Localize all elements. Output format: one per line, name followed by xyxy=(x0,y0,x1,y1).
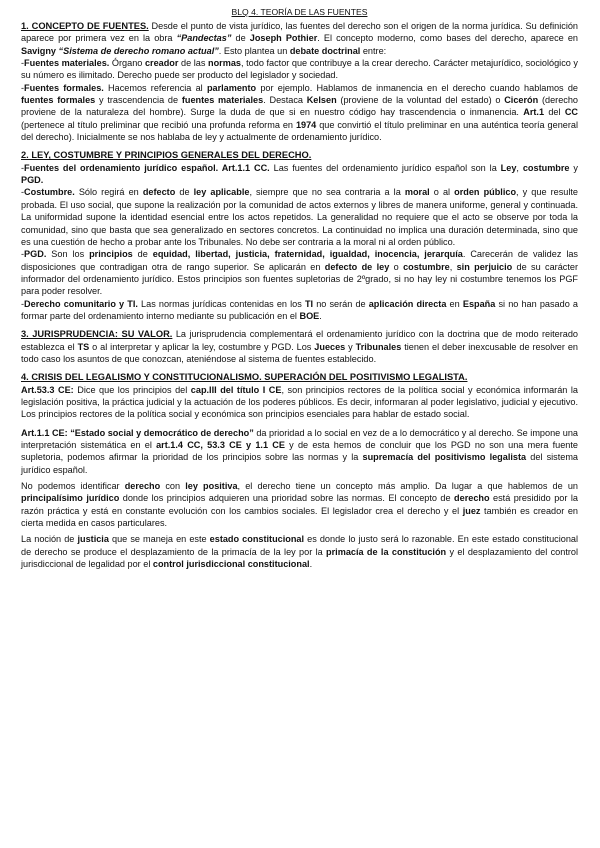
text-run: - xyxy=(21,298,25,309)
text-run: , son principios rectores de la política social y económica informarán la legislación positiva, la práctica judicial y la actuación de los poderes públicos. Es decir, informaran al poder legislativo, judicial y ejecutivo. Los principios rectores de la política social y económica son principios esenciales para hablar de estado social. xyxy=(21,384,578,420)
text-run: Fuentes materiales. xyxy=(24,58,110,69)
text-run: Derecho comunitario y TI. xyxy=(24,298,138,309)
text-run: costumbre xyxy=(522,162,570,173)
text-run: Cicerón xyxy=(504,95,539,106)
text-run: da prioridad a lo social en vez de a lo democrático y al derecho. Se impone una interpretación sistemática en el xyxy=(21,427,578,450)
text-run: aplicación directa xyxy=(368,298,447,309)
text-run: fuentes formales xyxy=(21,95,96,106)
text-run: no serán de xyxy=(313,298,369,309)
text-run: . Esto plantea un xyxy=(218,45,290,56)
text-run: Art.1 xyxy=(523,107,545,118)
text-run: Las normas jurídicas contenidas en los xyxy=(137,298,305,309)
text-run: moral xyxy=(404,187,430,198)
text-run: del xyxy=(544,107,565,118)
text-run: costumbre xyxy=(403,261,450,272)
text-run: y de esta hemos de concluir que los PGD no son una mera fuente supletoria, podemos afirmar la prioridad de los principios sobre las normas y la xyxy=(21,440,578,463)
text-run: si no han pasado a formar parte del ordenamiento interno mediante su publicación en el xyxy=(21,298,578,321)
text-run: , y que resulte probada. El uso social, que supone la realización por la comunidad de actos externos y libres de manera uniforme, general y continuada. La uniformidad supone la identidad esencial entre los actos repetidos. La generalidad no requiere que el acto se observe por toda la comunidad, sino que basta que sea generalizado en sectores concretos. La continuidad no implica una duración determinada, sino que es una cuestión de hecho a probar ante los Tribunales. No debe ser contraria a la moral ni al orden público. xyxy=(21,187,578,247)
text-run: derecho xyxy=(124,481,161,492)
text-run: , el derecho tiene un concepto más amplio. Da lugar a que hablemos de un xyxy=(237,481,578,492)
text-run: (derecho proviene de la naturaleza del hombre). Surge la duda de que si en nuestro código hay trascendencia o inmanencia. xyxy=(21,95,578,118)
text-run: que convirtió el título preliminar en una auténtica teoría general del derecho). Inicialmente se nos hablaba de ley y actualmente de ordenamiento jurídico. xyxy=(21,119,578,143)
text-run: Art.1.1 CE: “Estado social y democrático de derecho” xyxy=(21,427,254,438)
text-run: justicia xyxy=(77,534,109,545)
text-run: Costumbre. xyxy=(24,187,75,198)
section-crisis-legalismo xyxy=(21,371,578,570)
text-run: defecto de ley xyxy=(324,261,390,272)
derecho-ley-positiva-paragraph xyxy=(21,480,578,529)
text-run: - xyxy=(21,82,25,93)
section-1-intro-paragraph xyxy=(21,20,578,57)
text-run: normas xyxy=(208,58,241,69)
text-run: , xyxy=(516,162,523,173)
fuentes-ordenamiento-paragraph xyxy=(21,162,578,187)
text-run: art.1.4 CC, 53.3 CE y 1.1 CE xyxy=(156,440,285,450)
text-run: cap.III del título I CE xyxy=(190,384,282,395)
text-run: - xyxy=(21,249,25,260)
text-run: también es creador en cierta medida en casos particulares. xyxy=(21,505,578,529)
text-run: estado constitucional xyxy=(209,534,305,545)
text-run: ley aplicable xyxy=(193,187,250,198)
text-run: España xyxy=(462,298,496,309)
text-run: , todo factor que contribuye a la crear derecho. Carácter metajurídico, sociológico y su número es ilimitado. Derecho puede ser producto del legislador y sociedad. xyxy=(21,58,578,81)
text-run: Las fuentes del ordenamiento jurídico español son la xyxy=(269,162,501,173)
section-1-heading: 1. CONCEPTO DE FUENTES. xyxy=(21,21,149,31)
text-run: PGD. xyxy=(21,175,44,186)
fuentes-formales-paragraph xyxy=(21,82,578,144)
text-run: - xyxy=(21,162,25,173)
text-run: Art.53.3 CE: xyxy=(21,384,74,395)
art-53-3-paragraph xyxy=(21,384,578,421)
nocion-justicia-paragraph xyxy=(21,533,578,570)
text-run: (proviene de la voluntad del estado) o xyxy=(336,95,505,106)
text-run: La noción de xyxy=(21,534,78,545)
text-run: La jurisprudencia complementará el ordenamiento jurídico con la doctrina que de modo reiterado establezca el xyxy=(21,329,578,352)
text-run: juez xyxy=(462,505,481,516)
text-run: y xyxy=(345,341,356,352)
text-run: derecho xyxy=(454,493,490,504)
text-run: en xyxy=(446,298,463,309)
text-run: Ley xyxy=(500,162,517,173)
text-run: orden público xyxy=(454,187,517,198)
text-run: es donde lo justo será lo razonable. En este estado constitucional de derecho se produce el desplazamiento de la primacía de la ley por la xyxy=(21,534,578,557)
text-run: equidad, libertad, justicia, fraternidad, igualdad, inocencia, jerarquía xyxy=(152,249,463,260)
text-run: y xyxy=(569,162,578,173)
text-run: primacía de la constitución xyxy=(326,546,447,557)
text-run: Desde el punto de vista jurídico, las fuentes del derecho son el origen de la norma jurídica. Su definición aparece por primera vez en la obra xyxy=(21,21,579,44)
text-run: 1974 xyxy=(295,119,317,130)
text-run: de xyxy=(231,33,250,44)
text-run: BOE xyxy=(299,310,320,321)
text-run: PGD. xyxy=(24,249,47,260)
text-run: . xyxy=(319,310,322,321)
text-run: fuentes materiales xyxy=(181,95,264,106)
text-run: , xyxy=(449,261,457,272)
text-run: defecto xyxy=(142,187,176,198)
text-run: ley positiva xyxy=(185,481,238,492)
text-run: o al interpretar y aplicar la ley, costumbre y PGD. Los xyxy=(89,341,315,352)
text-run: Savigny xyxy=(21,45,56,56)
section-2-heading: 2. LEY, COSTUMBRE Y PRINCIPIOS GENERALES DEL DERECHO. xyxy=(21,150,312,161)
costumbre-paragraph xyxy=(21,186,578,248)
text-run: de las xyxy=(178,58,209,69)
section-ley-costumbre-principios xyxy=(21,149,578,322)
text-run: Joseph Pothier xyxy=(249,33,318,44)
text-run: - xyxy=(21,187,25,198)
text-run: Dice que los principios del xyxy=(73,384,191,395)
text-run: Kelsen xyxy=(306,95,337,106)
text-run: tienen el deber inexcusable de resolver en todo caso los asuntos de que conozcan, ateniéndose al sistema de fuentes establecido. xyxy=(21,341,578,364)
text-run: Son los xyxy=(46,249,90,260)
text-run: . El concepto moderno, como bases del derecho, aparece en xyxy=(317,33,578,44)
text-run: de su carácter informador del ordenamiento jurídico. Estos principios son fuentes supletorias de 2ºgrado, si no hay ley ni costumbre tenemos los PGF para poder resolver. xyxy=(21,261,578,297)
art-1-1-paragraph xyxy=(21,427,578,476)
text-run: Tribunales xyxy=(355,341,402,352)
derecho-comunitario-paragraph xyxy=(21,298,578,323)
text-run: Sólo regirá en xyxy=(74,187,143,198)
text-run: “Pandectas” xyxy=(176,33,232,44)
text-run: parlamento xyxy=(206,82,257,93)
text-run: Fuentes del ordenamiento jurídico español. Art.1.1 CC. xyxy=(24,162,270,173)
section-3-heading: 3. JURISPRUDENCIA: SU VALOR. xyxy=(21,329,173,340)
text-run: - xyxy=(21,58,25,69)
text-run: de xyxy=(175,187,194,198)
text-run: debate doctrinal xyxy=(289,45,361,56)
text-run: Jueces xyxy=(314,341,346,352)
text-run: , siempre que no sea contraria a la xyxy=(249,187,405,198)
section-concepto-de-fuentes xyxy=(21,20,578,143)
text-run: o xyxy=(389,261,404,272)
text-run: . Carecerán de validez las disposiciones que contradigan otra de rango superior. Se aplicarán en xyxy=(21,249,578,272)
text-run: del sistema jurídico español. xyxy=(21,452,579,475)
text-run: donde los principios adquieren una prioridad sobre las normas. El concepto de xyxy=(119,493,455,504)
text-run: de xyxy=(132,249,153,260)
text-run: supremacía del positivismo legalista xyxy=(362,452,527,463)
text-run: entre: xyxy=(360,45,387,56)
document-title: BLQ 4. TEORÍA DE LAS FUENTES xyxy=(231,7,368,17)
text-run: principalísimo jurídico xyxy=(21,493,120,504)
text-run: o al xyxy=(429,187,455,198)
text-run: y el desplazamiento del control jurisdiccional de legalidad por el xyxy=(21,546,578,570)
pgd-paragraph xyxy=(21,248,578,297)
text-run: Hacemos referencia al xyxy=(103,82,207,93)
text-run: que se maneja en este xyxy=(108,534,210,545)
text-run: “Sistema de derecho romano actual” xyxy=(58,45,219,56)
text-run: CC xyxy=(564,107,578,118)
text-run: por ejemplo. Hablamos de inmanencia en el derecho cuando hablamos de xyxy=(256,82,578,93)
text-run: creador xyxy=(144,58,179,69)
text-run: . Destaca xyxy=(263,95,307,106)
text-run: TS xyxy=(77,341,90,352)
text-run: Fuentes formales. xyxy=(24,82,104,93)
text-run: principios xyxy=(89,249,133,260)
jurisprudencia-paragraph xyxy=(21,328,578,365)
text-run: No podemos identificar xyxy=(21,481,125,492)
text-run: está presidido por la razón práctica y está en constante evolución con los cambios sociales. El legislador crea el derecho y el xyxy=(21,493,578,516)
fuentes-materiales-paragraph xyxy=(21,57,578,82)
text-run: sin perjuicio xyxy=(456,261,513,272)
text-run: . xyxy=(309,559,313,570)
text-run: y trascendencia de xyxy=(95,95,182,106)
section-4-heading: 4. CRISIS DEL LEGALISMO Y CONSTITUCIONALISMO. SUPERACIÓN DEL POSITIVISMO LEGALISTA. xyxy=(21,372,468,383)
text-run: TI xyxy=(304,298,314,309)
text-run: (pertenece al título preliminar que recibió una profunda reforma en xyxy=(21,119,296,130)
text-run: control jurisdiccional constitucional xyxy=(152,559,310,570)
section-jurisprudencia xyxy=(21,328,578,365)
text-run: Órgano xyxy=(109,58,145,69)
text-run: con xyxy=(160,481,186,492)
